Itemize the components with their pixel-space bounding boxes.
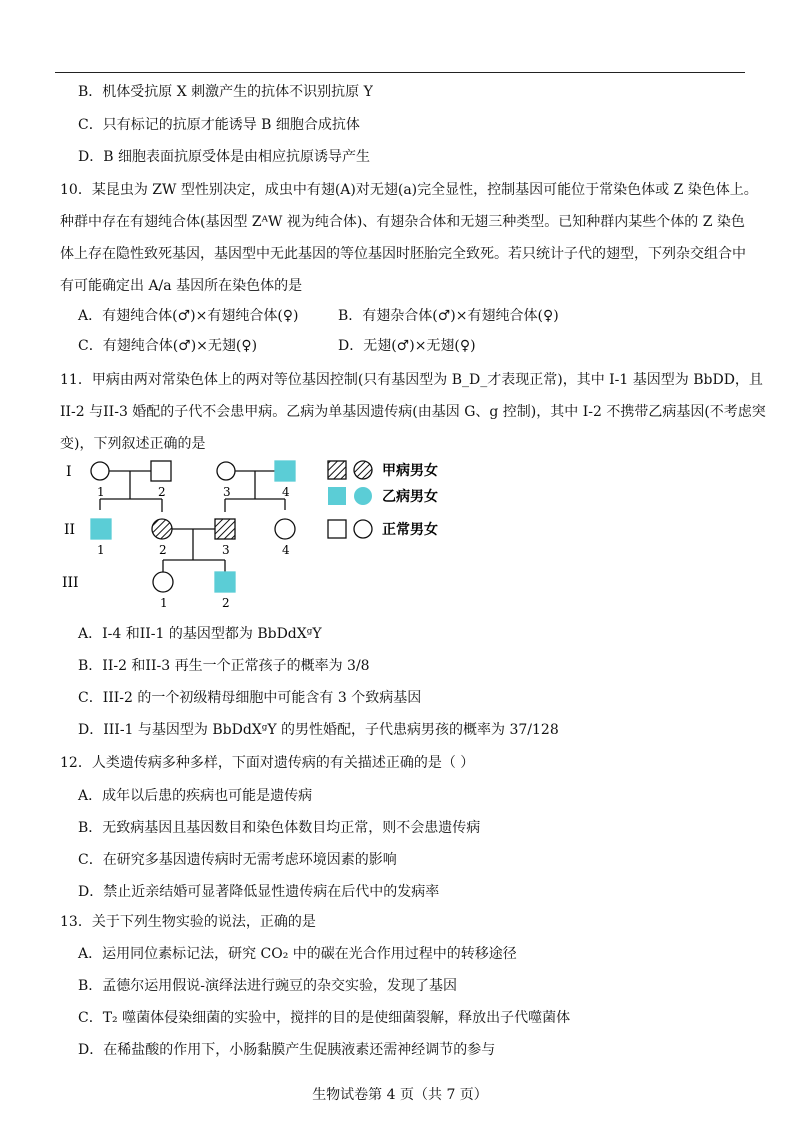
q10-stem-line-1: 10．某昆虫为 ZW 型性别决定，成虫中有翅(A)对无翅(a)完全显性，控制基因可能位于常染色体或 Z 染色体上。 [60,182,758,198]
q12-option-b: B．无致病基因且基因数目和染色体数目均正常，则不会患遗传病 [78,820,481,836]
pedigree-num: 4 [282,543,290,557]
pedigree-num: 4 [282,485,290,499]
q12-option-c: C．在研究多基因遗传病时无需考虑环境因素的影响 [78,852,397,868]
q11-stem-line-3: 变)，下列叙述正确的是 [60,436,206,452]
q11-stem-line-2: II-2 与II-3 婚配的子代不会患甲病。乙病为单基因遗传病(由基因 G、g 控制)，其中 I-2 不携带乙病基因(不考虑突 [60,404,766,420]
q13-option-a: A．运用同位素标记法，研究 CO₂ 中的碳在光合作用过程中的转移途径 [78,946,517,962]
legend-disease-a-label: 甲病男女 [382,463,438,479]
pedigree-gen-II-label: II [64,522,76,538]
pedigree-gen-I-label: I [66,464,72,480]
pedigree-gen-III-label: III [62,575,79,591]
q11-option-c: C．III-2 的一个初级精母细胞中可能含有 3 个致病基因 [78,690,422,706]
top-rule [55,72,745,73]
q10-option-c: C．有翅纯合体(♂)×无翅(♀) [78,338,258,354]
legend-normal-label: 正常男女 [382,522,438,538]
legend-disease-b-female [354,487,372,505]
q13-stem: 13．关于下列生物实验的说法，正确的是 [60,914,316,930]
q10-stem-line-2: 种群中存在有翅纯合体(基因型 ZᴬW 视为纯合体)、有翅杂合体和无翅三种类型。已知种群内某些个体的 Z 染色 [60,214,745,230]
q13-option-b: B．孟德尔运用假说-演绎法进行豌豆的杂交实验，发现了基因 [78,978,458,994]
pedigree-III-1-female-normal [153,572,173,592]
pedigree-num: 1 [160,596,168,610]
q10-option-d: D．无翅(♂)×无翅(♀) [338,338,476,354]
pedigree-num: 1 [97,543,105,557]
legend-disease-b-label: 乙病男女 [382,489,438,505]
pedigree-num: 1 [97,485,105,499]
pedigree-II-3-male-disease-a [215,519,235,539]
pedigree-I-1-female-normal [91,462,109,480]
page-footer: 生物试卷第 4 页（共 7 页） [312,1087,488,1103]
pedigree-II-2-female-disease-a [152,519,172,539]
pedigree-num: 3 [223,485,231,499]
q10-option-a: A．有翅纯合体(♂)×有翅纯合体(♀) [78,308,299,324]
q11-option-a: A．I-4 和II-1 的基因型都为 BbDdXᵍY [78,626,322,642]
pedigree-I-4-male-disease-b [275,461,295,481]
q11-stem-line-1: 11．甲病由两对常染色体上的两对等位基因控制(只有基因型为 B_D_才表现正常)，其中 I-1 基因型为 BbDD，且 [60,372,763,388]
pedigree-num: 3 [222,543,230,557]
q10-stem-line-4: 有可能确定出 A/a 基因所在染色体的是 [60,278,303,294]
pedigree-II-1-male-disease-b [91,519,111,539]
pedigree-num: 2 [158,485,166,499]
q12-stem: 12．人类遗传病多种多样，下面对遗传病的有关描述正确的是（ ） [60,755,475,771]
pedigree-II-4-female-normal [275,519,295,539]
q9-option-b: B．机体受抗原 X 刺激产生的抗体不识别抗原 Y [78,84,373,100]
legend-disease-b-male [328,487,346,505]
legend-normal-female [354,520,372,538]
q12-option-a: A．成年以后患的疾病也可能是遗传病 [78,788,313,804]
legend-normal-male [328,520,346,538]
pedigree-I-2-male-normal [151,461,171,481]
q9-option-d: D．B 细胞表面抗原受体是由相应抗原诱导产生 [78,149,370,165]
q13-option-c: C．T₂ 噬菌体侵染细菌的实验中，搅拌的目的是使细菌裂解，释放出子代噬菌体 [78,1010,571,1026]
q10-option-b: B．有翅杂合体(♂)×有翅纯合体(♀) [338,308,559,324]
q9-option-c: C．只有标记的抗原才能诱导 B 细胞合成抗体 [78,117,360,133]
pedigree-III-2-male-disease-b [215,572,235,592]
q13-option-d: D．在稀盐酸的作用下，小肠黏膜产生促胰液素还需神经调节的参与 [78,1042,496,1058]
pedigree-I-3-female-normal [217,462,235,480]
q11-option-b: B．II-2 和II-3 再生一个正常孩子的概率为 3/8 [78,658,370,674]
pedigree-num: 2 [159,543,167,557]
legend-disease-a-male [328,461,346,479]
q10-stem-line-3: 体上存在隐性致死基因，基因型中无此基因的等位基因时胚胎完全致死。若只统计子代的翅型，下列杂交组合中 [60,246,746,262]
pedigree-diagram [60,455,480,615]
legend-disease-a-female [354,461,372,479]
q11-option-d: D．III-1 与基因型为 BbDdXᵍY 的男性婚配，子代患病男孩的概率为 37/128 [78,722,559,738]
q12-option-d: D．禁止近亲结婚可显著降低显性遗传病在后代中的发病率 [78,884,440,900]
pedigree-num: 2 [222,596,230,610]
